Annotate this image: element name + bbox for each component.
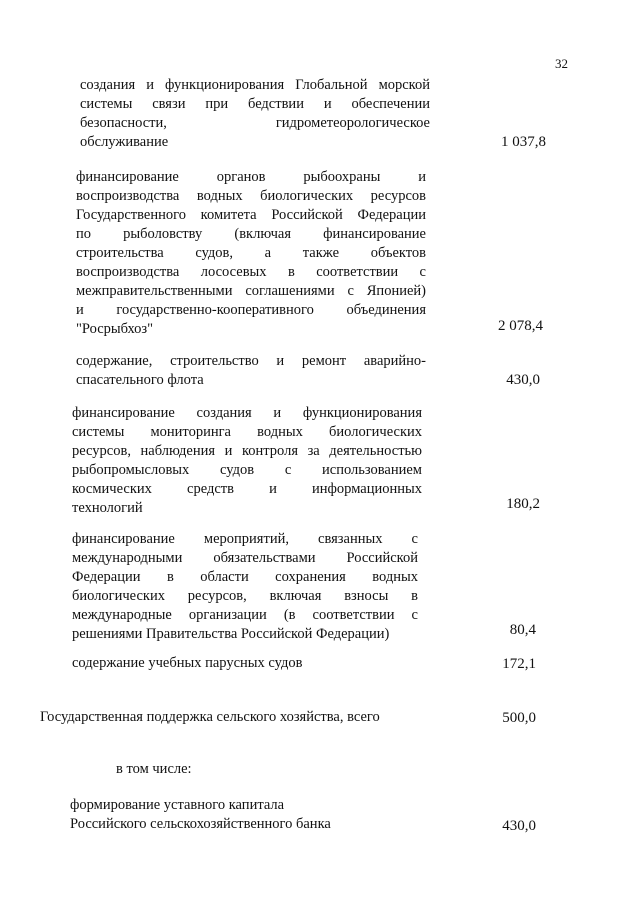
item-line: ресурсов, наблюдения и контроля за деятельностью xyxy=(72,443,422,459)
budget-item-rescue-fleet xyxy=(76,352,426,390)
item-line: международными обязательствами Российской xyxy=(72,550,418,566)
item-line: создания и функционирования Глобальной морской xyxy=(80,77,430,93)
item-line: "Росрыбхоз" xyxy=(76,321,154,337)
item-amount: 1 037,8 xyxy=(501,134,546,150)
page-number: 32 xyxy=(555,56,568,71)
budget-item-agriculture-support xyxy=(40,708,380,727)
item-line: технологий xyxy=(72,500,143,516)
budget-item-monitoring-system xyxy=(72,404,422,518)
item-line: системы мониторинга водных биологических xyxy=(72,424,422,440)
item-line: безопасности, гидрометеорологическое xyxy=(80,115,430,131)
item-line: космических средств и информационных xyxy=(72,481,422,497)
item-line: строительства судов, а также объектов xyxy=(76,245,426,261)
including-label xyxy=(116,760,192,779)
item-line: финансирование органов рыбоохраны и xyxy=(76,169,426,185)
item-line: Государственная поддержка сельского хозяйства, всего xyxy=(40,709,380,725)
item-line: в том числе: xyxy=(116,761,192,777)
budget-item-fish-protection xyxy=(76,168,426,339)
item-line: финансирование создания и функционирования xyxy=(72,405,422,421)
item-line: формирование уставного капитала xyxy=(70,797,285,813)
item-line: воспроизводства водных биологических ресурсов xyxy=(76,188,426,204)
budget-item-international-obligations xyxy=(72,530,418,644)
item-line: обслуживание xyxy=(80,134,169,150)
item-line: содержание учебных парусных судов xyxy=(72,655,303,671)
item-amount: 430,0 xyxy=(506,372,540,388)
item-line: финансирование мероприятий, связанных с xyxy=(72,531,418,547)
item-amount: 80,4 xyxy=(509,622,536,638)
budget-item-sailing-ships xyxy=(72,654,302,673)
item-line: рыбопромысловых судов с использованием xyxy=(72,462,422,478)
item-amount: 172,1 xyxy=(502,656,536,672)
item-amount: 180,2 xyxy=(506,496,540,512)
item-amount: 500,0 xyxy=(502,710,536,726)
budget-item-global-maritime-system xyxy=(80,76,430,152)
item-line: межправительственными соглашениями с Японией) xyxy=(76,283,426,299)
item-line: и государственно-кооперативного объединения xyxy=(76,302,426,318)
budget-item-agricultural-bank-capital xyxy=(70,796,331,834)
item-line: Государственного комитета Российской Федерации xyxy=(76,207,426,223)
item-line: системы связи при бедствии и обеспечении xyxy=(80,96,430,112)
item-line: Федерации в области сохранения водных xyxy=(72,569,418,585)
item-line: спасательного флота xyxy=(76,372,204,388)
item-amount: 430,0 xyxy=(502,818,536,834)
item-line: воспроизводства лососевых в соответствии с xyxy=(76,264,426,280)
item-line: содержание, строительство и ремонт аварийно- xyxy=(76,353,426,369)
item-line: международные организации (в соответствии с xyxy=(72,607,418,623)
item-line: по рыболовству (включая финансирование xyxy=(76,226,426,242)
item-amount: 2 078,4 xyxy=(498,318,543,334)
item-line: решениями Правительства Российской Федерации) xyxy=(72,626,390,642)
item-line: биологических ресурсов, включая взносы в xyxy=(72,588,418,604)
item-line: Российского сельскохозяйственного банка xyxy=(70,816,331,832)
